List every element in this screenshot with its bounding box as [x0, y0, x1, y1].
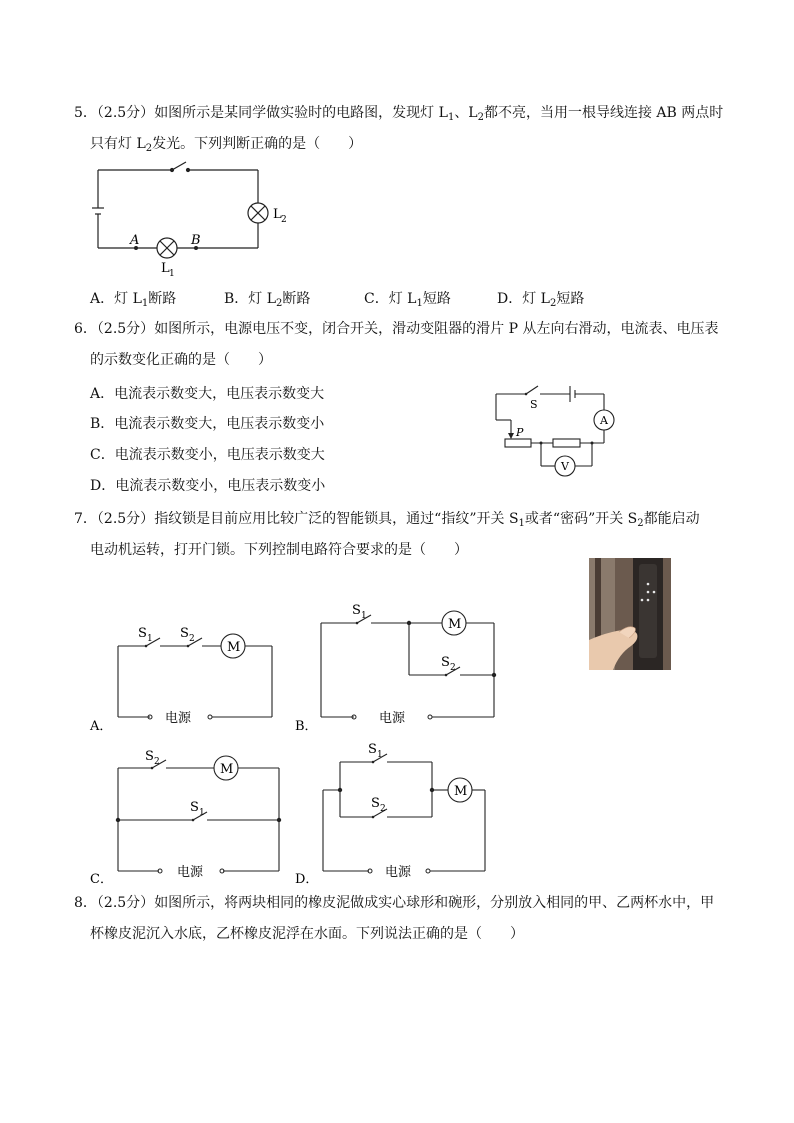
option-text: 电流表示数变大，电压表示数变小 [114, 416, 325, 432]
option-text: 断路 [148, 291, 177, 307]
switch-s2-label: S [371, 796, 380, 811]
subscript: 2 [637, 518, 644, 529]
option-key: C． [90, 447, 115, 463]
question-score: （2.5分） [96, 511, 155, 527]
q5-text: 、L [454, 105, 478, 121]
question-number: 6． [74, 321, 97, 337]
option-key: D． [90, 478, 116, 494]
power-source-label: 电源 [379, 711, 406, 726]
option-key: A． [90, 291, 115, 307]
lamp-l2-label: L [273, 207, 282, 222]
power-source-label: 电源 [177, 865, 204, 880]
subscript: 1 [361, 611, 367, 621]
ammeter-label: A [600, 414, 608, 427]
option-text: 灯 L [114, 291, 142, 307]
motor-label: M [454, 784, 468, 799]
q8-line2: 杯橡皮泥沉入水底，乙杯橡皮泥浮在水面。下列说法正确的是（ ） [90, 926, 524, 942]
q5-text: 发光。下列判断正确的是（ ） [152, 136, 363, 152]
option-text: 灯 L [522, 291, 550, 307]
q7-text: 指纹锁是目前应用比较广泛的智能锁具，通过“指纹”开关 S [154, 511, 519, 527]
switch-s1-label: S [352, 603, 361, 618]
q5-text: 只有灯 L [90, 136, 146, 152]
option-key: D． [295, 872, 319, 887]
question-score: （2.5分） [96, 105, 155, 121]
q7-text: 都能启动 [643, 511, 700, 527]
option-key: C． [364, 291, 389, 307]
switch-s2-label: S [180, 626, 189, 641]
option-key: B． [295, 719, 318, 734]
option-text: 短路 [422, 291, 451, 307]
subscript: 2 [549, 298, 557, 309]
option-key: D． [497, 291, 523, 307]
option-text: 电流表示数变小，电压表示数变小 [115, 478, 326, 494]
subscript: 1 [447, 112, 455, 123]
lamp-l1-label: L [161, 261, 170, 276]
subscript: 1 [199, 808, 205, 818]
point-a-label: A [130, 233, 140, 248]
subscript: 2 [380, 804, 386, 814]
option-text: 电流表示数变大，电压表示数变大 [114, 386, 325, 402]
option-text: 电流表示数变小，电压表示数变大 [114, 447, 325, 463]
switch-s1-label: S [368, 742, 377, 757]
power-source-label: 电源 [385, 865, 412, 880]
switch-s1-label: S [138, 626, 147, 641]
subscript: 1 [518, 518, 525, 529]
voltmeter-label: V [561, 460, 569, 473]
option-key: B． [224, 291, 249, 307]
option-text: 灯 L [248, 291, 277, 307]
switch-s1-label: S [190, 800, 199, 815]
option-text: 灯 L [388, 291, 417, 307]
subscript: 2 [450, 663, 456, 673]
option-key: A． [90, 386, 115, 402]
option-key: C． [90, 872, 113, 887]
slider-p-label: P [516, 426, 524, 439]
subscript: 1 [416, 298, 423, 309]
q6-text: 如图所示，电源电压不变，闭合开关，滑动变阻器的滑片 P 从左向右滑动，电流表、电压表 [154, 321, 719, 337]
subscript: 2 [189, 634, 195, 644]
subscript: 2 [276, 298, 283, 309]
switch-s2-label: S [145, 749, 154, 764]
q8-text: 如图所示，将两块相同的橡皮泥做成实心球形和碗形，分别放入相同的甲、乙两杯水中，甲 [154, 895, 715, 911]
q7-line2: 电动机运转，打开门锁。下列控制电路符合要求的是（ ） [90, 542, 468, 558]
power-source-label: 电源 [165, 711, 192, 726]
subscript: 2 [281, 215, 287, 225]
subscript: 1 [377, 750, 383, 760]
option-text: 断路 [282, 291, 311, 307]
switch-s-label: S [530, 398, 538, 411]
question-score: （2.5分） [96, 895, 155, 911]
option-key: A． [90, 719, 113, 734]
question-score: （2.5分） [96, 321, 155, 337]
subscript: 1 [169, 269, 175, 279]
subscript: 1 [141, 298, 149, 309]
question-number: 5． [74, 105, 97, 121]
motor-label: M [448, 617, 462, 632]
question-number: 7． [74, 511, 97, 527]
subscript: 1 [147, 634, 153, 644]
switch-s2-label: S [441, 655, 450, 670]
q5-text: 都不亮，当用一根导线连接 AB 两点时 [483, 105, 724, 121]
question-number: 8． [74, 895, 97, 911]
option-key: B． [90, 416, 115, 432]
subscript: 2 [154, 757, 160, 767]
motor-label: M [227, 640, 241, 655]
q7-text: 或者“密码”开关 S [524, 511, 638, 527]
point-b-label: B [191, 233, 201, 248]
option-text: 短路 [556, 291, 585, 307]
subscript: 2 [145, 143, 153, 154]
subscript: 2 [477, 112, 484, 123]
motor-label: M [220, 762, 234, 777]
q5-text: 如图所示是某同学做实验时的电路图，发现灯 L [154, 105, 448, 121]
q8-line1 [74, 894, 714, 912]
q6-line2: 的示数变化正确的是（ ） [90, 352, 272, 368]
